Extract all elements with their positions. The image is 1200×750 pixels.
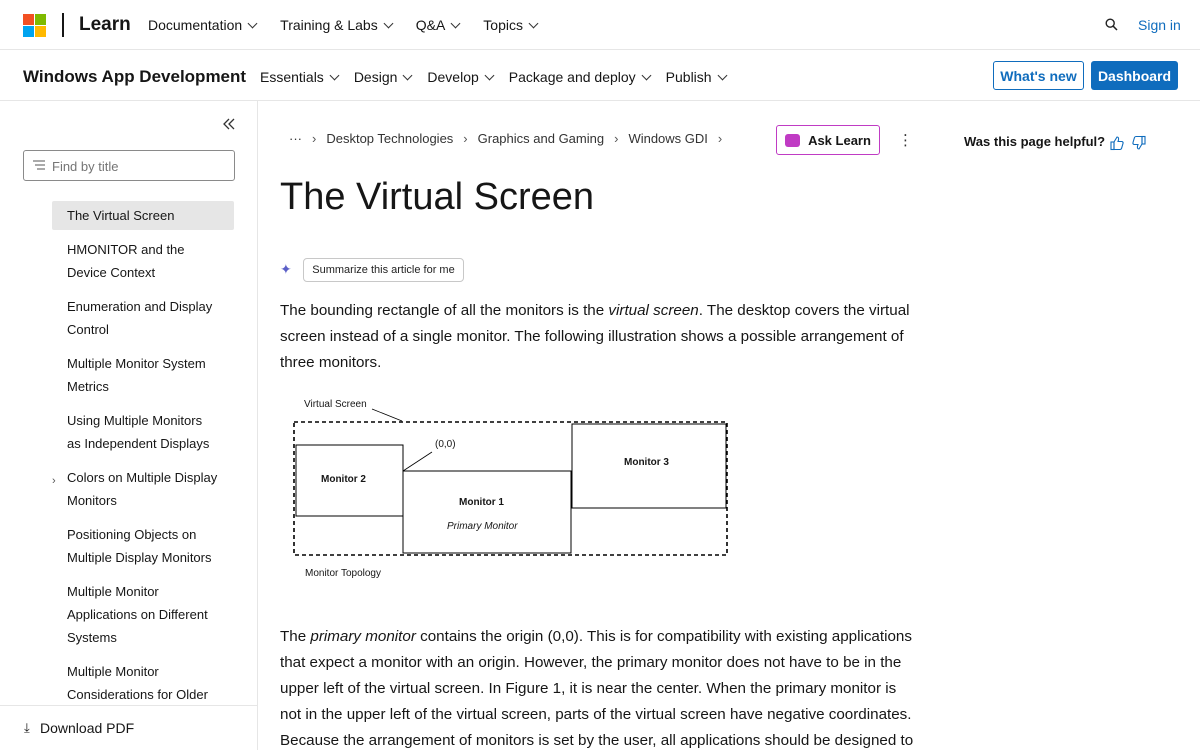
toc-item[interactable] <box>52 580 234 649</box>
chevron-right-icon: › <box>614 131 619 146</box>
brand-divider <box>62 13 64 37</box>
download-pdf-button[interactable] <box>0 705 257 750</box>
breadcrumb-item[interactable]: Desktop Technologies <box>326 131 454 146</box>
origin-label: (0,0) <box>435 439 456 450</box>
nav-design[interactable] <box>354 69 412 85</box>
chevron-down-icon <box>329 70 339 80</box>
find-by-title-input[interactable] <box>52 157 227 175</box>
monitor-1-rect <box>403 471 571 553</box>
chevron-down-icon <box>484 70 494 80</box>
figure-caption: Monitor Topology <box>305 568 381 579</box>
toc-item[interactable] <box>52 409 234 455</box>
toc-item-label: Multiple Monitor Considerations for Older <box>67 664 208 702</box>
monitor-diagram <box>280 392 740 582</box>
thumbs-up-icon[interactable] <box>1109 135 1125 151</box>
search-icon[interactable] <box>1105 18 1118 31</box>
intro-paragraph <box>280 298 920 376</box>
virtual-screen-pointer <box>372 409 402 421</box>
chevron-right-icon[interactable]: › <box>52 475 56 487</box>
toc-item-label: Colors on Multiple Display Monitors <box>67 470 218 508</box>
sign-in-link[interactable]: Sign in <box>1138 17 1181 33</box>
microsoft-logo-icon[interactable] <box>23 14 46 37</box>
more-options-icon[interactable]: ⋮ <box>898 132 913 149</box>
ask-learn-label: Ask Learn <box>808 132 871 148</box>
chevron-down-icon <box>248 18 258 28</box>
monitor-3-label: Monitor 3 <box>624 457 669 468</box>
origin-pointer <box>403 452 432 471</box>
nav-label: Documentation <box>148 17 243 33</box>
breadcrumb-item[interactable]: Windows GDI <box>628 131 708 146</box>
dashboard-button[interactable]: Dashboard <box>1091 61 1178 90</box>
virtual-screen-label: Virtual Screen <box>304 399 367 410</box>
filter-icon <box>33 159 45 171</box>
double-chevron-left-icon <box>222 117 236 131</box>
monitor-2-label: Monitor 2 <box>321 474 366 485</box>
nav-label: Publish <box>665 69 712 85</box>
nav-topics[interactable] <box>483 17 537 33</box>
primary-monitor-paragraph <box>280 624 920 750</box>
chevron-down-icon <box>403 70 413 80</box>
product-nav <box>260 69 742 85</box>
toc-list <box>52 201 234 717</box>
toc-item-expandable[interactable] <box>52 466 234 512</box>
toc-item[interactable] <box>52 660 234 706</box>
brand-link[interactable]: Learn <box>79 14 131 35</box>
thumbs-down-icon[interactable] <box>1131 135 1147 151</box>
sparkle-icon: ✦ <box>280 261 292 277</box>
monitor-topology-figure <box>280 392 740 582</box>
toc-item[interactable] <box>52 295 234 341</box>
toc-item-label: Enumeration and Display Control <box>67 299 213 337</box>
monitor-1-label: Monitor 1 <box>459 497 504 508</box>
nav-package-deploy[interactable] <box>509 69 650 85</box>
emphasis-term: primary monitor <box>310 628 416 645</box>
toc-item[interactable] <box>52 352 234 398</box>
nav-label: Q&A <box>415 17 446 33</box>
toc-item-label: Multiple Monitor System Metrics <box>67 356 206 394</box>
toc-sidebar <box>0 101 258 750</box>
nav-documentation[interactable] <box>148 17 256 33</box>
nav-qa[interactable] <box>416 17 460 33</box>
nav-label: Training & Labs <box>280 17 378 33</box>
nav-label: Essentials <box>260 69 324 85</box>
collapse-sidebar-icon[interactable] <box>222 117 236 136</box>
chevron-down-icon <box>529 18 539 28</box>
page-title: The Virtual Screen <box>280 176 595 218</box>
logo-green-square <box>35 14 46 25</box>
chevron-right-icon: › <box>463 131 468 146</box>
toc-item-label: Using Multiple Monitors as Independent Displays <box>67 413 210 451</box>
breadcrumb-more-icon[interactable]: ··· <box>289 131 302 146</box>
logo-yellow-square <box>35 26 46 37</box>
copilot-icon <box>785 134 800 147</box>
breadcrumb-item[interactable]: Graphics and Gaming <box>477 131 605 146</box>
chevron-right-icon: › <box>717 131 723 146</box>
toc-item-label: Multiple Monitor Applications on Different Systems <box>67 584 208 645</box>
text-run: The bounding rectangle of all the monitors is the <box>280 302 609 319</box>
download-icon: ⤓ <box>24 720 30 735</box>
text-run: . The desktop covers the virtual screen instead of a single monitor. The following illustration shows a possible arrangement of three monitors. <box>280 302 910 371</box>
nav-essentials[interactable] <box>260 69 338 85</box>
chevron-right-icon: › <box>312 131 317 146</box>
toc-item[interactable] <box>52 201 234 230</box>
download-pdf-label: Download PDF <box>40 720 135 736</box>
toc-item[interactable] <box>52 523 234 569</box>
logo-blue-square <box>23 26 34 37</box>
toc-filter <box>23 150 235 181</box>
text-run: contains the origin (0,0). This is for compatibility with existing applications that expect a monitor with an origin. However, the primary monitor does not have to be in the upper left of the virtual screen. In Figure 1, it is near the center. When the primary monitor is not in the upper left of the virtual screen, parts of the virtual screen have negative coordinates. Because the arrangement of monitors is set by the user, all applications should be designed to <box>280 628 914 749</box>
whats-new-button[interactable]: What's new <box>993 61 1084 90</box>
text-run: The <box>280 628 311 645</box>
nav-label: Package and deploy <box>508 69 636 85</box>
chevron-down-icon <box>717 70 727 80</box>
top-nav <box>148 17 561 33</box>
chevron-down-icon <box>451 18 461 28</box>
logo-red-square <box>23 14 34 25</box>
nav-publish[interactable] <box>666 69 726 85</box>
toc-item-label: HMONITOR and the Device Context <box>67 242 185 280</box>
chevron-down-icon <box>641 70 651 80</box>
summarize-button[interactable]: Summarize this article for me <box>303 258 464 282</box>
ask-learn-button[interactable] <box>776 125 880 155</box>
emphasis-term: virtual screen <box>608 302 699 319</box>
nav-training-labs[interactable] <box>280 17 392 33</box>
nav-label: Develop <box>427 69 479 85</box>
toc-item-label: The Virtual Screen <box>67 208 175 223</box>
helpful-question: Was this page helpful? <box>964 134 1106 149</box>
primary-monitor-label: Primary Monitor <box>447 521 518 532</box>
nav-label: Topics <box>483 17 523 33</box>
toc-item-label: Positioning Objects on Multiple Display Monitors <box>67 527 212 565</box>
toc-item[interactable] <box>52 238 234 284</box>
product-title[interactable]: Windows App Development <box>23 67 247 86</box>
breadcrumb <box>289 131 732 146</box>
chevron-down-icon <box>383 18 393 28</box>
top-header <box>0 0 1200 50</box>
nav-develop[interactable] <box>427 69 492 85</box>
product-header <box>0 51 1200 101</box>
nav-label: Design <box>353 69 398 85</box>
